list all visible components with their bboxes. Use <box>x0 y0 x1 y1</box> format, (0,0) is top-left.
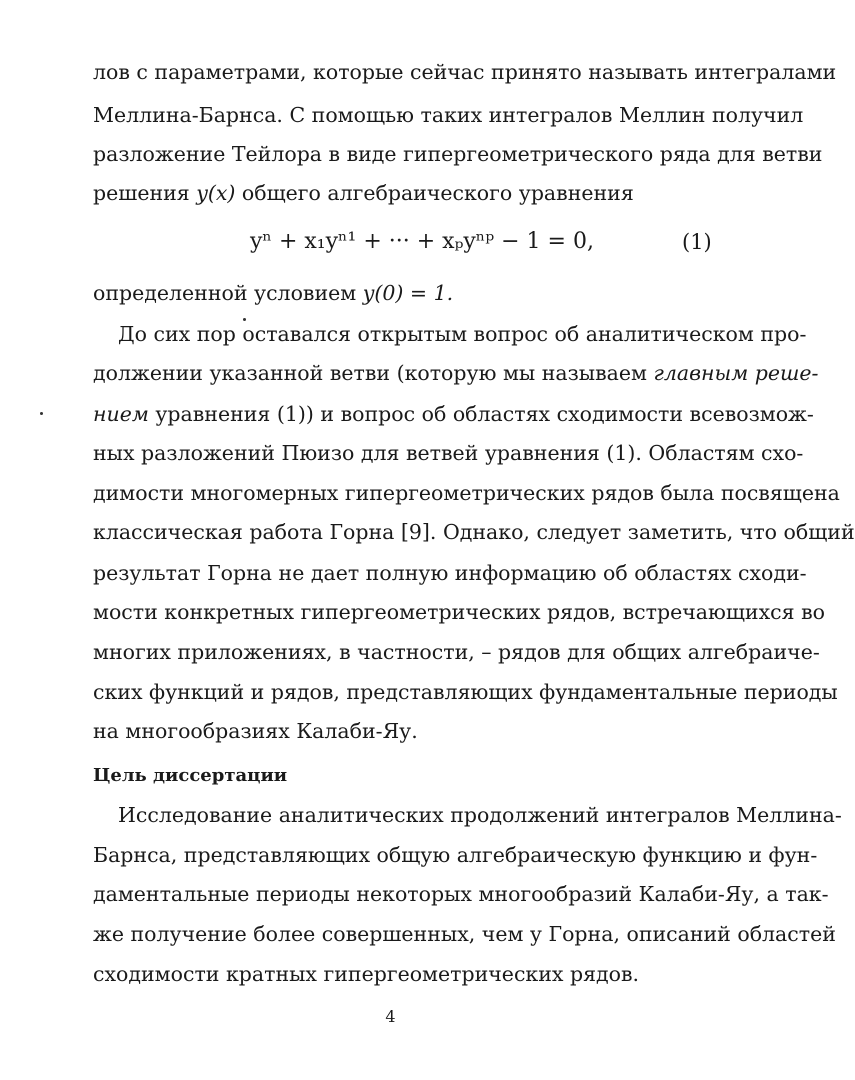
text-line: же получение более совершенных, чем у Горна, описаний областей <box>93 922 836 946</box>
text-line: Исследование аналитических продолжений интегралов Меллина- <box>118 803 842 827</box>
italic-text: главным реше- <box>653 361 819 385</box>
text-segment: уравнения (1)) и вопрос об областях сходимости всевозмож- <box>148 402 814 426</box>
text-segment: общего алгебраического уравнения <box>235 181 634 205</box>
text-line: даментальные периоды некоторых многообразий Калаби-Яу, а так- <box>93 882 829 906</box>
italic-text: нием <box>93 402 149 426</box>
text-line: мости конкретных гипергеометрических рядов, встречающихся во <box>93 600 825 624</box>
text-line: многих приложениях, в частности, – рядов для общих алгебраиче- <box>93 640 820 664</box>
text-line: Меллина-Барнса. С помощью таких интегралов Меллин получил <box>93 103 804 127</box>
text-segment: должении указанной ветви (которую мы называем <box>93 361 654 385</box>
equation-number: (1) <box>682 230 712 254</box>
scan-speck <box>243 318 246 321</box>
text-line: лов с параметрами, которые сейчас принято называть интегралами <box>93 60 837 84</box>
text-line: Барнса, представляющих общую алгебраическую функцию и фун- <box>93 843 818 867</box>
text-line: До сих пор оставался открытым вопрос об аналитическом про- <box>118 322 807 346</box>
text-line: разложение Тейлора в виде гипергеометрического ряда для ветви <box>93 142 823 166</box>
text-line: димости многомерных гипергеометрических рядов была посвящена <box>93 481 840 505</box>
math-inline: y(x) <box>196 181 236 205</box>
scan-speck <box>40 412 43 415</box>
text-line: на многообразиях Калаби-Яу. <box>93 719 418 743</box>
text-line: сходимости кратных гипергеометрических рядов. <box>93 962 640 986</box>
text-line: ных разложений Пюизо для ветвей уравнения (1). Областям схо- <box>93 441 804 465</box>
text-line: классическая работа Горна [9]. Однако, следует заметить, что общий <box>93 520 855 544</box>
text-line <box>93 361 819 385</box>
text-line <box>93 281 712 305</box>
text-line: результат Горна не дает полную информацию об областях сходи- <box>93 561 807 585</box>
text-segment: решения <box>93 181 197 205</box>
text-line: ских функций и рядов, представляющих фундаментальные периоды <box>93 680 838 704</box>
page-number: 4 <box>385 1007 396 1026</box>
section-title: Цель диссертации <box>93 765 288 786</box>
text-line <box>93 181 712 205</box>
math-inline: y(0) = 1. <box>362 281 454 305</box>
text-segment: определенной условием <box>93 281 363 305</box>
equation: yⁿ + x₁yⁿ¹ + ··· + xₚyⁿᵖ − 1 = 0, <box>250 229 594 254</box>
text-line <box>93 402 814 426</box>
